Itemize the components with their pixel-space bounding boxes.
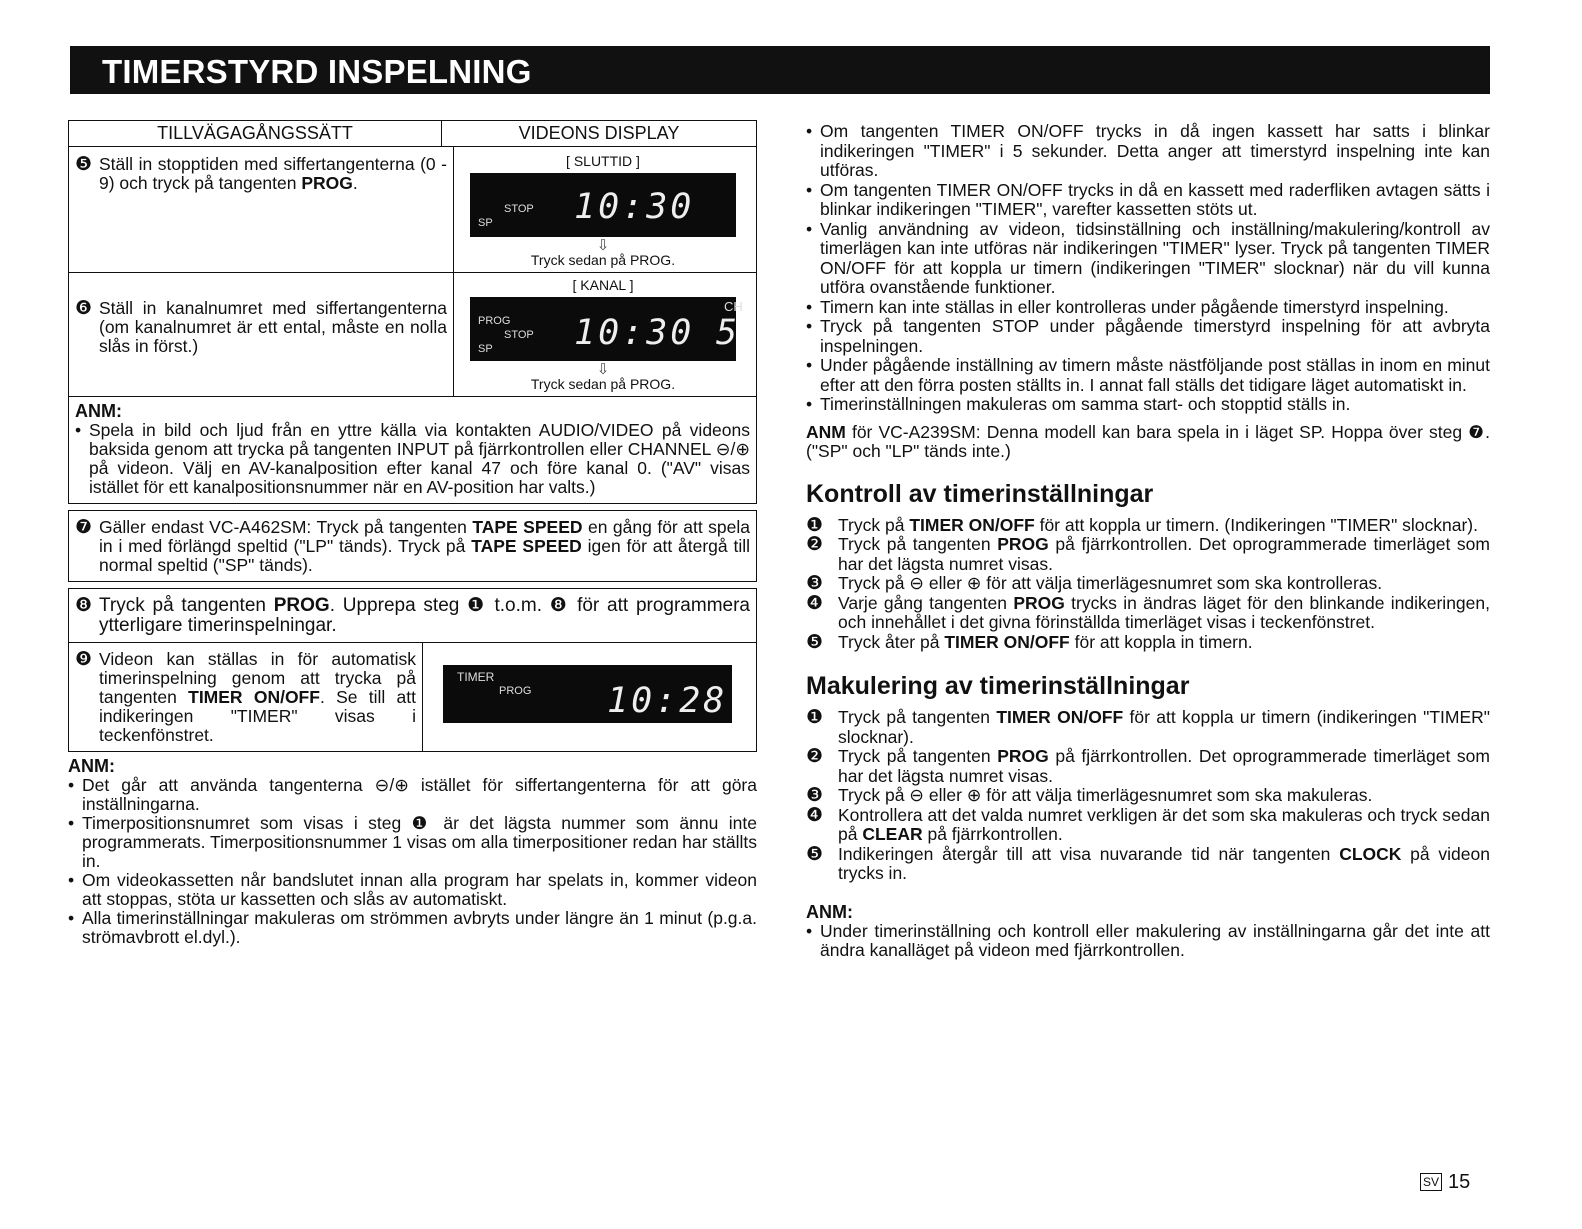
list-item: ❶ Tryck på TIMER ON/OFF för att koppla ur timern. (Indikeringen "TIMER" slocknar). [806,514,1478,536]
list-item: • Timerinställningen makuleras om samma start- och stopptid ställs in. [806,395,1490,415]
list-item: • Tryck på tangenten STOP under pågående timerstyrd inspelning för att avbryta inspelningen. [806,317,1490,356]
list-item: • Det går att använda tangenterna ⊖/⊕ istället för siffertangenterna för att göra inställningarna. [68,776,757,814]
page-title: TIMERSTYRD INSPELNING [102,53,532,90]
display-label: [ SLUTTID ] [566,153,640,169]
step-number: ❺ [75,154,93,175]
lcd-channel-number: 5 [716,313,741,353]
list-item: • Under timerinställning och kontroll eller makulering av inställningarna går det inte att ändra kanalläget på videon med fjärrkontrollen. [806,922,1490,961]
display-caption: Tryck sedan på PROG. [530,376,676,392]
right-column [806,122,1490,961]
lcd-stop: STOP [504,329,534,341]
section-heading-kontroll: Kontroll av timerinställningar [806,479,1154,508]
list-item: ❸ Tryck på ⊖ eller ⊕ för att välja timerlägesnumret som ska kontrolleras. [806,573,1383,594]
model-note: ANM för VC-A239SM: Denna modell kan bara spela in i läget SP. Hoppa över steg ❼. ("SP" och "LP" tänds inte.) [806,421,1490,461]
note-heading: ANM: [68,756,115,776]
list-item: ❹ Varje gång tangenten PROG trycks in ändras läget för den blinkande indikeringen, och innehållet i det givna förinställda timerläget visas i teckenfönstret. [806,592,1490,632]
lcd-ch: CH [724,299,743,314]
list-item: • Om tangenten TIMER ON/OFF trycks in då ingen kassett har satts i blinkar indikeringen "TIMER" i 5 sekunder. Detta anger att timerstyrd inspelning inte kan utföras. [806,122,1490,181]
note-heading: ANM: [806,901,853,922]
notes-list [806,122,1490,415]
display-label: [ KANAL ] [572,277,634,293]
left-column [68,120,757,947]
lcd-sp: SP [478,217,493,229]
list-item: • Timerpositionsnumret som visas i steg ❶ är det lägsta nummer som ännu inte programmerats. Timerpositionsnummer 1 visas om alla timerpositioner redan har ställts in. [68,814,757,871]
lcd-time: 10:30 [574,187,695,227]
list-item: ❸ Tryck på ⊖ eller ⊕ för att välja timerlägesnumret som ska makuleras. [806,785,1373,806]
arrow-down-icon: ⇩ [596,237,610,254]
lcd-prog: PROG [499,685,532,697]
step8-text: Tryck på tangenten PROG. Upprepa steg ❶ t.o.m. ❽ för att programmera ytterligare timerinspelningar. [99,595,750,636]
language-badge: SV [1420,1173,1442,1191]
list-item: • Om videokassetten når bandslutet innan alla program har spelats in, kommer videon att stoppas, stöta ur kassetten och slås av automatiskt. [68,871,757,909]
lcd-time: 10:30 [574,313,695,353]
list-item: ❺ Tryck åter på TIMER ON/OFF för att koppla in timern. [806,631,1253,653]
lcd-display [470,297,743,361]
table-row-step5 [69,146,756,272]
note-heading: ANM: [75,401,122,421]
list-item: ❶ Tryck på tangenten TIMER ON/OFF för att koppla ur timern (indikeringen "TIMER" slocknar). [806,707,1491,747]
step8-box [68,588,757,643]
lcd-time: 10:28 [607,681,728,721]
display-channel [454,273,756,396]
step7-box [68,510,757,582]
list-item: • Vanlig användning av videon, tidsinställning och inställning/makulering/kontroll av timerlägen kan inte utföras när indikeringen "TIMER" lyser. Tryck på tangenten TIMER ON/OFF för att koppla ur timern (indikeringen "TIMER" slocknar) när du vill kunna utföra ovanstående funktioner. [806,220,1490,298]
procedure-table [68,120,757,504]
lcd-prog: PROG [478,315,511,327]
list-item: • Spela in bild och ljud från en yttre källa via kontakten AUDIO/VIDEO på videons baksida genom att trycka på tangenten INPUT på fjärrkontrollen eller CHANNEL ⊖/⊕ på videon. Välj en AV-kanalposition efter kanal 47 och före kanal 0. ("AV" visas istället för ett kanalpositionsnummer när en AV-position har valts.) [75,421,750,497]
list-item: • Alla timerinställningar makuleras om strömmen avbryts under längre än 1 minut (p.g.a. strömavbrott el.dyl.). [68,909,757,947]
table-row-step6 [69,272,756,396]
step6-text: Ställ in kanalnumret med siffertangenterna (om kanalnumret är ett ental, måste en nolla slås in först.) [99,298,447,356]
arrow-down-icon: ⇩ [596,361,610,378]
display-caption: Tryck sedan på PROG. [530,252,676,268]
display-stop-time [454,147,756,272]
lcd-sp: SP [478,343,493,355]
section-heading-makulering: Makulering av timerinställningar [806,672,1190,700]
note-section [806,902,1490,961]
list-item: ❷ Tryck på tangenten PROG på fjärrkontrollen. Det oprogrammerade timerläget som har det lägsta numret visas. [806,746,1490,786]
table-row-note [69,396,756,503]
step9-box [68,643,757,752]
page-number [1420,1170,1470,1194]
page-number-value: 15 [1448,1171,1471,1193]
step-number: ❾ [75,649,93,670]
step-number: ❽ [75,595,93,616]
header-display: VIDEONS DISPLAY [518,123,680,143]
note-section [68,756,757,947]
lcd-stop: STOP [504,203,534,215]
list-item: • Timern kan inte ställas in eller kontrolleras under pågående timerstyrd inspelning. [806,298,1490,318]
list-item: ❹ Kontrollera att det valda numret verkligen är det som ska makuleras och tryck sedan på CLEAR på fjärrkontrollen. [806,804,1490,844]
kontroll-steps [806,516,1490,653]
title-bar [70,46,1490,94]
step-number: ❻ [75,298,93,319]
list-item: • Under pågående inställning av timern måste nästföljande post ställas in inom en minut efter att den förra posten ställts in. I annat fall ställs det tidigare läget automatiskt in. [806,356,1490,395]
step9-text: Videon kan ställas in för automatisk timerinspelning genom att trycka på tangenten TIMER ON/OFF. Se till att indikeringen "TIMER" visas i teckenfönstret. [99,649,416,745]
lcd-timer: TIMER [457,670,495,684]
lcd-display [470,173,736,237]
list-item: ❷ Tryck på tangenten PROG på fjärrkontrollen. Det oprogrammerade timerläget som har det lägsta numret visas. [806,534,1490,574]
list-item: ❺ Indikeringen återgår till att visa nuvarande tid när tangenten CLOCK på videon trycks in. [806,843,1490,883]
step-number: ❼ [75,517,93,538]
step5-text: Ställ in stopptiden med siffertangenterna (0 - 9) och tryck på tangenten PROG. [99,154,447,193]
table-header [69,121,756,146]
makulering-steps [806,708,1490,884]
lcd-display [443,665,732,723]
header-procedure: TILLVÄGAGÅNGSSÄTT [69,121,442,146]
step7-text: Gäller endast VC-A462SM: Tryck på tangenten TAPE SPEED en gång för att spela in i med förlängd speltid ("LP" tänds). Tryck på TAPE SPEED igen för att återgå till normal speltid ("SP" tänds). [99,517,751,575]
list-item: • Om tangenten TIMER ON/OFF trycks in då en kassett med raderfliken avtagen sätts i blinkar indikeringen "TIMER", varefter kassetten stöts ut. [806,181,1490,220]
